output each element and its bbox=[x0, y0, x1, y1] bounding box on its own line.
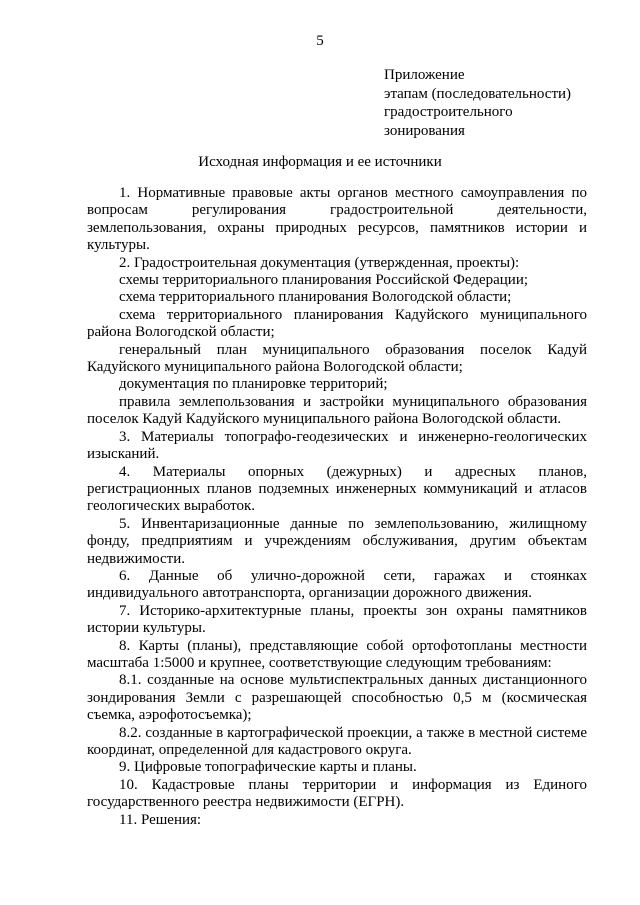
document-body bbox=[87, 185, 587, 829]
paragraph-11: 11. Решения: bbox=[119, 811, 202, 828]
paragraph-1: 1. Нормативные правовые акты органов местного самоуправления по вопросам регулирования градостроительной деятельности, землепользования, охраны природных ресурсов, памятников истории и культуры. bbox=[87, 185, 587, 254]
paragraph-2-item: генеральный план муниципального образования поселок Кадуй Кадуйского муниципального района Вологодской области; bbox=[87, 341, 587, 376]
paragraph-4: 4. Материалы опорных (дежурных) и адресных планов, регистрационных планов подземных инженерных коммуникаций и атласов геологических выработок. bbox=[87, 463, 587, 515]
paragraph-6: 6. Данные об улично-дорожной сети, гаражах и стоянках индивидуального автотранспорта, организации дорожного движения. bbox=[87, 567, 587, 602]
paragraph-2-item: документация по планировке территорий; bbox=[119, 376, 388, 393]
paragraph-2: 2. Градостроительная документация (утвержденная, проекты): bbox=[119, 254, 520, 271]
paragraph-10: 10. Кадастровые планы территории и информация из Единого государственного реестра недвижимости (ЕГРН). bbox=[87, 776, 587, 811]
paragraph-8-2: 8.2. созданные в картографической проекции, а также в местной системе координат, определенной для кадастрового округа. bbox=[87, 724, 587, 758]
paragraph-2-item: схема территориального планирования Кадуйского муниципального района Вологодской области; bbox=[87, 306, 587, 341]
document-title: Исходная информация и ее источники bbox=[198, 154, 442, 170]
page-number: 5 bbox=[316, 33, 324, 49]
appendix-line: этапам (последовательности) bbox=[384, 85, 572, 102]
paragraph-3: 3. Материалы топографо-геодезических и инженерно-геологических изысканий. bbox=[87, 428, 587, 463]
appendix-line: градостроительного bbox=[384, 104, 513, 120]
paragraph-7: 7. Историко-архитектурные планы, проекты зон охраны памятников истории культуры. bbox=[87, 602, 587, 637]
appendix-header bbox=[384, 66, 571, 140]
appendix-line: Приложение bbox=[384, 67, 465, 83]
appendix-line: зонирования bbox=[384, 122, 465, 139]
paragraph-9: 9. Цифровые топографические карты и планы. bbox=[119, 759, 417, 776]
paragraph-8-1: 8.1. созданные на основе мультиспектральных данных дистанционного зондирования Земли с разрешающей способностью 0,5 м (космическая съемка, аэрофотосъемка); bbox=[87, 672, 587, 724]
paragraph-2-item: схемы территориального планирования Российской Федерации; bbox=[119, 272, 529, 289]
paragraph-5: 5. Инвентаризационные данные по землепользованию, жилищному фонду, предприятиям и учреждениям обслуживания, другим объектам недвижимости. bbox=[87, 515, 587, 567]
paragraph-8: 8. Карты (планы), представляющие собой ортофотопланы местности масштаба 1:5000 и крупнее, соответствующие следующим требованиям: bbox=[87, 637, 587, 671]
paragraph-2-item: схема территориального планирования Вологодской области; bbox=[119, 289, 512, 306]
paragraph-2-item: правила землепользования и застройки муниципального образования поселок Кадуй Кадуйского муниципального района Вологодской области. bbox=[87, 393, 587, 428]
